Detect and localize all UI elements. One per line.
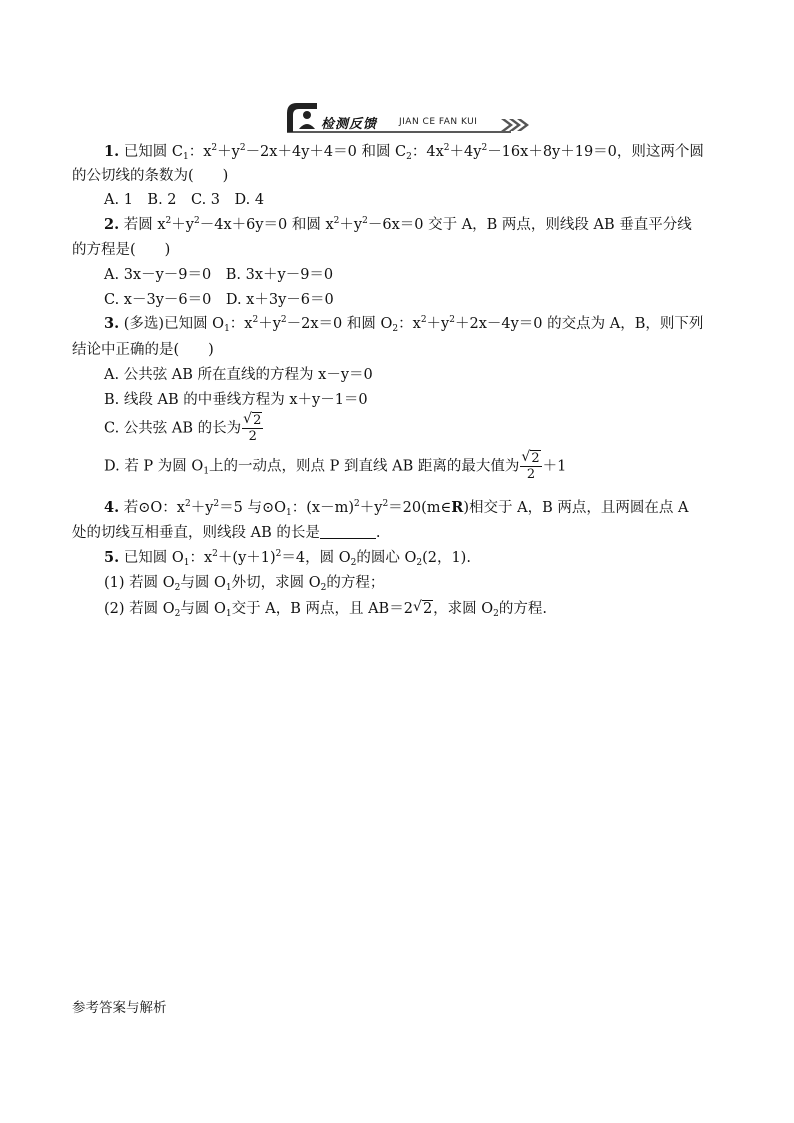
q1-options: A. 1 B. 2 C. 3 D. 4 xyxy=(104,192,265,208)
q4-answer-blank[interactable] xyxy=(320,524,376,539)
q3-line2: 结论中正确的是( ) xyxy=(72,342,214,358)
q2-options-ab: A. 3x－y－9＝0 B. 3x＋y－9＝0 xyxy=(104,267,334,283)
q4-line2: 处的切线互相垂直，则线段 AB 的长是 . xyxy=(72,525,381,541)
q3-option-d-fraction: √ 2 2 xyxy=(521,449,540,482)
q2-options-cd: C. x－3y－6＝0 D. x＋3y－6＝0 xyxy=(104,292,334,308)
q5-part1: (1) 若圆 $O_2$与圆 $O_1$外切，求圆 $O_2$的方程； xyxy=(104,575,385,593)
q3-option-b: B. 线段 AB 的中垂线方程为 x＋y－1＝0 xyxy=(104,392,368,408)
q3-option-c-fraction: √ 2 2 xyxy=(243,411,262,444)
header-title: 检测反馈 xyxy=(321,117,378,132)
q1-line1: 1. 已知圆 $C_1$：$x^2+y^2-2x+4y+4=0$ 和圆 $C_2$：$4x^2+4y^2-16x+8y+19=0$，则这两个圆 xyxy=(104,143,704,162)
header-subtitle: JIAN CE FAN KUI xyxy=(399,117,478,127)
q3-line1: 3. (多选)已知圆 $O_1$：$x^2+y^2-2x=0$ 和圆 $O_2$：$x^2+y^2+2x-4y=0$ 的交点为 A，B，则下列 xyxy=(104,315,704,334)
answer-section-heading: 参考答案与解析 xyxy=(72,1000,167,1016)
q5-part2: (2) 若圆 $O_2$与圆 $O_1$交于 A，B 两点，且 AB＝2 √ 2，求圆 $O_2$的方程. xyxy=(104,599,548,619)
q3-option-c: C. 公共弦 AB 的长为 √ 2 2 xyxy=(104,411,262,444)
section-header xyxy=(283,99,538,135)
q2-line2: 的方程是( ) xyxy=(72,242,171,258)
q4-line1: 4. 若⊙O：$x^2+y^2=5$ 与$⊙O_1$：$(x-m)^2+y^2=20(m\in R)$相交于 A，B 两点，且两圆在点 A xyxy=(104,499,689,518)
q5-line1: 5. 已知圆 $O_1$：$x^2+(y+1)^2=4$，圆 $O_2$的圆心 $O_2(2$，1). xyxy=(104,549,471,568)
q3-option-a: A. 公共弦 AB 所在直线的方程为 x－y＝0 xyxy=(104,367,373,383)
q5-sqrt: √ 2 xyxy=(412,599,433,617)
q2-line1: 2. 若圆 $x^2+y^2-4x+6y=0$ 和圆 $x^2+y^2-6x=0$ 交于 A，B 两点，则线段 AB 垂直平分线 xyxy=(104,216,692,233)
q3-option-d: D. 若 P 为圆 $O_1$上的一动点，则点 P 到直线 AB 距离的最大值为 √ 2 2 ＋1 xyxy=(104,449,567,482)
q1-line2: 的公切线的条数为( ) xyxy=(72,168,229,184)
